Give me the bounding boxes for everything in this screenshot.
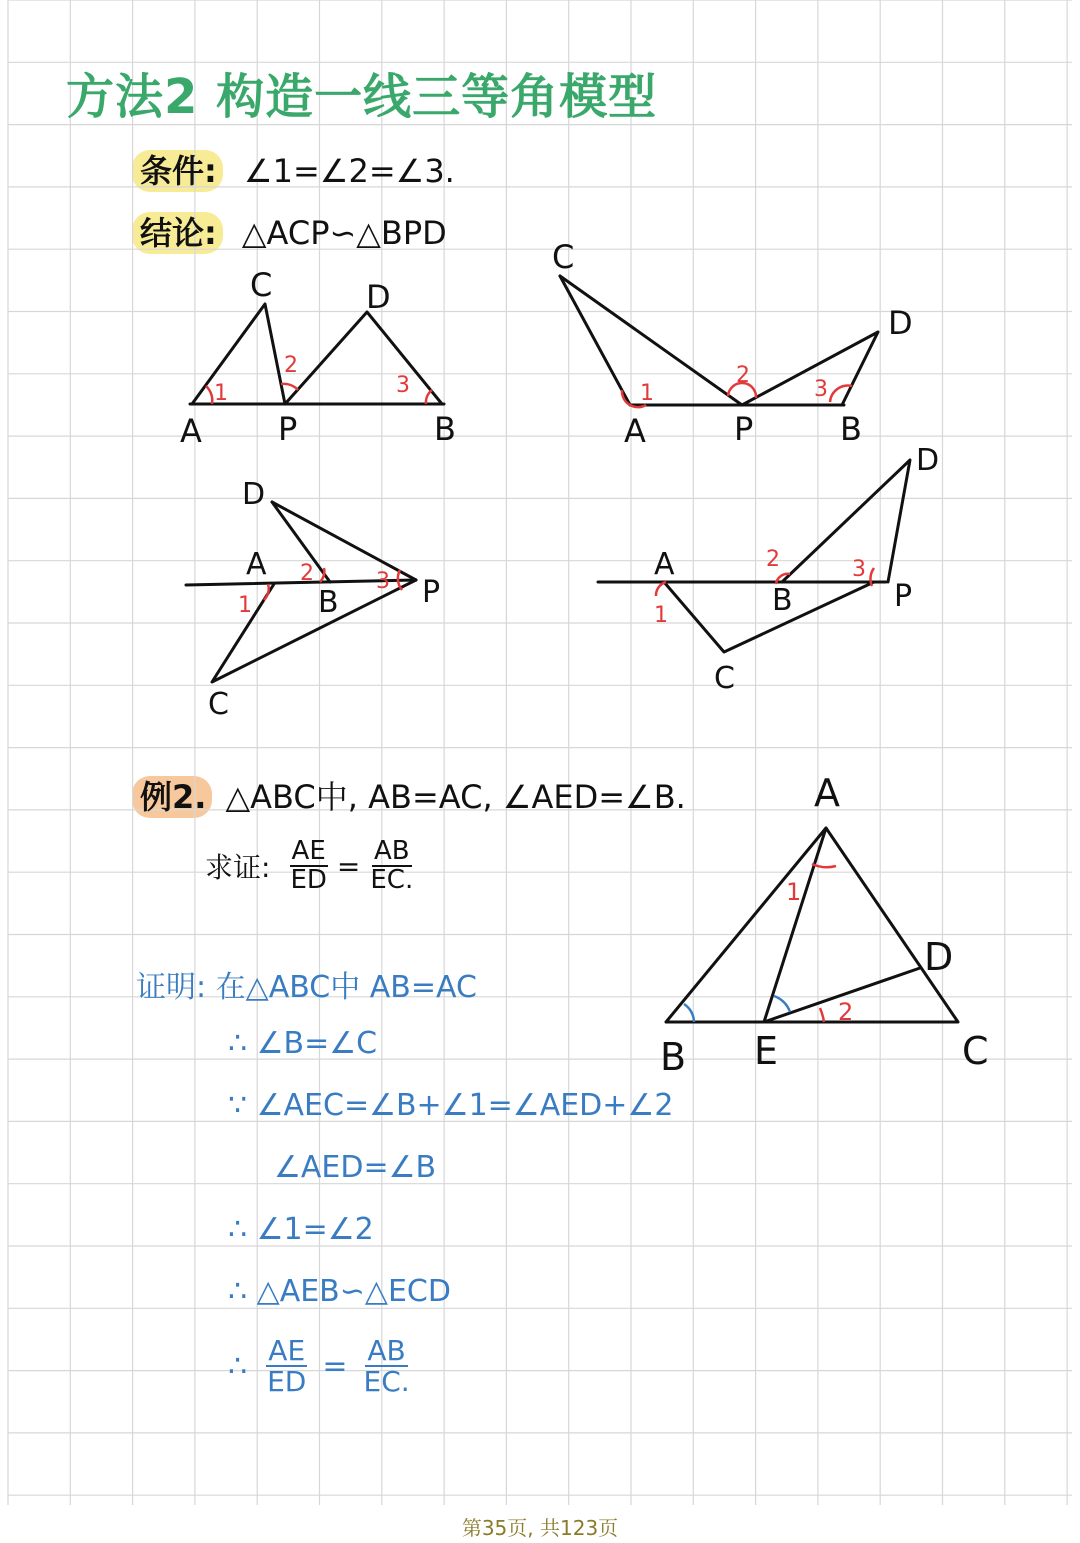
proof-line-5: ∴ ∠1=∠2 — [228, 1212, 374, 1247]
angle-mark-1 — [206, 386, 212, 404]
prove-fraction-2-numerator: AB — [373, 836, 410, 866]
angle-label-2: 2 — [284, 353, 298, 378]
figure-3 — [180, 470, 460, 720]
proof-line-2: ∴ ∠B=∠C — [228, 1026, 378, 1061]
figure-4 — [590, 440, 960, 700]
prove-row — [205, 838, 415, 895]
angle-label-3: 3 — [814, 377, 828, 402]
example-label: 例2. — [140, 772, 206, 818]
triangle-pdb — [742, 332, 878, 405]
conclusion-label: 结论: — [140, 208, 217, 254]
angle-label-2: 2 — [838, 998, 854, 1026]
angle-mark-2 — [281, 384, 298, 390]
proof-line-4: ∠AED=∠B — [274, 1150, 437, 1185]
page-title: 方法2 构造一线三等角模型 — [66, 69, 658, 125]
prove-fraction-2 — [368, 838, 415, 895]
angle-label-1: 1 — [654, 603, 668, 628]
point-label-d: D — [924, 935, 954, 979]
figure-example-triangle — [640, 760, 1020, 1090]
prove-fraction-1 — [288, 838, 328, 895]
point-label-c: C — [552, 238, 575, 276]
point-label-c: C — [250, 266, 273, 304]
proof-fraction-2-denominator: EC. — [363, 1365, 410, 1399]
segment-dp — [272, 502, 416, 580]
proof-fraction-1-denominator: ED — [267, 1365, 307, 1399]
triangle-acp — [192, 304, 285, 404]
point-label-d: D — [242, 477, 266, 512]
point-label-b: B — [660, 1035, 687, 1079]
proof-fraction-2 — [362, 1336, 412, 1397]
prove-equals: = — [336, 849, 361, 883]
prove-fraction-1-denominator: ED — [290, 865, 327, 896]
proof-equals: = — [322, 1348, 348, 1384]
proof-fraction-1 — [265, 1336, 308, 1397]
prove-label: 求证: — [205, 851, 271, 885]
point-label-p: P — [894, 579, 913, 614]
proof-line-6: ∴ △AEB∽△ECD — [228, 1274, 451, 1309]
angle-label-3: 3 — [376, 569, 390, 594]
angle-label-1: 1 — [238, 593, 252, 618]
angle-mark-1 — [812, 864, 836, 867]
point-label-p: P — [734, 410, 754, 448]
prove-fraction-2-denominator: EC. — [370, 865, 414, 896]
page-footer: 第35页, 共123页 — [461, 1516, 619, 1540]
angle-label-1: 1 — [640, 381, 654, 406]
point-label-d: D — [888, 304, 913, 342]
figure-2 — [540, 230, 940, 450]
example-row — [140, 772, 686, 818]
triangle-abc — [666, 828, 958, 1022]
point-label-p: P — [278, 410, 298, 448]
point-label-a: A — [624, 412, 646, 450]
point-label-b: B — [434, 410, 456, 448]
triangle-bdp — [782, 460, 910, 582]
triangle-pdb — [285, 312, 442, 404]
example-statement: △ABC中, AB=AC, ∠AED=∠B. — [225, 778, 686, 816]
point-label-a: A — [246, 547, 267, 582]
figure-1 — [170, 260, 470, 450]
point-label-b: B — [318, 585, 339, 620]
point-label-p: P — [422, 575, 441, 610]
condition-label: 条件: — [140, 146, 217, 192]
angle-mark-b — [684, 1004, 694, 1022]
angle-label-2: 2 — [766, 547, 780, 572]
point-label-a: A — [180, 412, 202, 450]
condition-row — [140, 146, 455, 192]
path-acp — [664, 582, 874, 652]
proof-line-7 — [228, 1336, 412, 1397]
proof-line-1: 证明: 在△ABC中 AB=AC — [136, 970, 477, 1005]
point-label-c: C — [714, 661, 735, 696]
point-label-a: A — [654, 547, 675, 582]
segment-ae — [764, 828, 826, 1022]
conclusion-row — [140, 208, 447, 254]
point-label-b: B — [840, 410, 862, 448]
angle-label-2: 2 — [736, 363, 750, 388]
proof-line-7-prefix: ∴ — [228, 1348, 248, 1384]
angle-label-2: 2 — [300, 561, 314, 586]
point-label-b: B — [772, 583, 793, 618]
angle-mark-aed — [774, 996, 790, 1012]
angle-label-1: 1 — [786, 878, 802, 906]
angle-mark-1 — [264, 584, 269, 600]
prove-fraction-1-numerator: AE — [291, 836, 326, 866]
proof-line-3: ∵ ∠AEC=∠B+∠1=∠AED+∠2 — [228, 1088, 674, 1123]
proof-fraction-1-numerator: AE — [268, 1334, 306, 1367]
point-label-d: D — [366, 278, 391, 316]
angle-mark-2 — [820, 1008, 824, 1022]
conclusion-text: △ACP∽△BPD — [241, 214, 447, 252]
angle-label-1: 1 — [214, 381, 228, 406]
proof-fraction-2-numerator: AB — [367, 1334, 406, 1367]
angle-label-3: 3 — [396, 373, 410, 398]
point-label-a: A — [814, 771, 840, 815]
point-label-c: C — [962, 1029, 989, 1073]
condition-text: ∠1=∠2=∠3. — [243, 152, 455, 190]
point-label-d: D — [916, 443, 940, 478]
angle-mark-3 — [426, 390, 432, 404]
point-label-e: E — [754, 1029, 779, 1073]
point-label-c: C — [208, 687, 229, 720]
angle-label-3: 3 — [852, 557, 866, 582]
